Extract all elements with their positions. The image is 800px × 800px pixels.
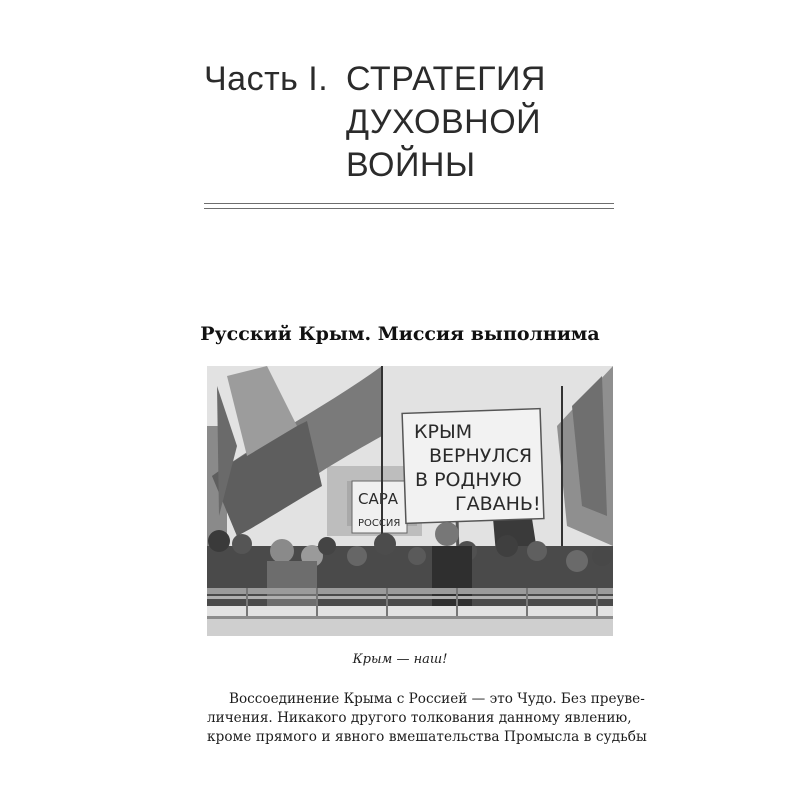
sign-line: КРЫМ [414,421,473,443]
photo-caption: Крым — наш! [352,652,448,667]
protest-photo [207,366,613,636]
body-line: кроме прямого и явного вмешательства Промысла в судьбы [207,729,647,745]
part-title [346,58,546,187]
part-title-line: ВОЙНЫ [346,146,476,184]
small-banner-text: РОССИЯ [358,518,401,529]
body-paragraph [207,690,647,747]
sign-line: ВЕРНУЛСЯ [429,445,533,467]
part-heading [204,58,546,187]
heading-rule-top [204,203,614,204]
part-title-line: СТРАТЕГИЯ [346,60,546,98]
body-line: Воссоединение Крыма с Россией — это Чудо. Без преуве- [229,691,645,707]
heading-rule-bottom [204,208,614,209]
part-label: Часть I. [204,60,329,98]
body-line: личения. Никакого другого толкования данному явлению, [207,710,632,726]
small-banner-text: САРА [358,490,399,508]
small-banner [352,481,407,533]
protest-sign [402,409,544,524]
section-title: Русский Крым. Миссия выполнима [200,323,600,345]
sign-line: ГАВАНЬ! [455,493,541,515]
sign-line: В РОДНУЮ [415,469,522,491]
part-title-line: ДУХОВНОЙ [346,103,542,141]
